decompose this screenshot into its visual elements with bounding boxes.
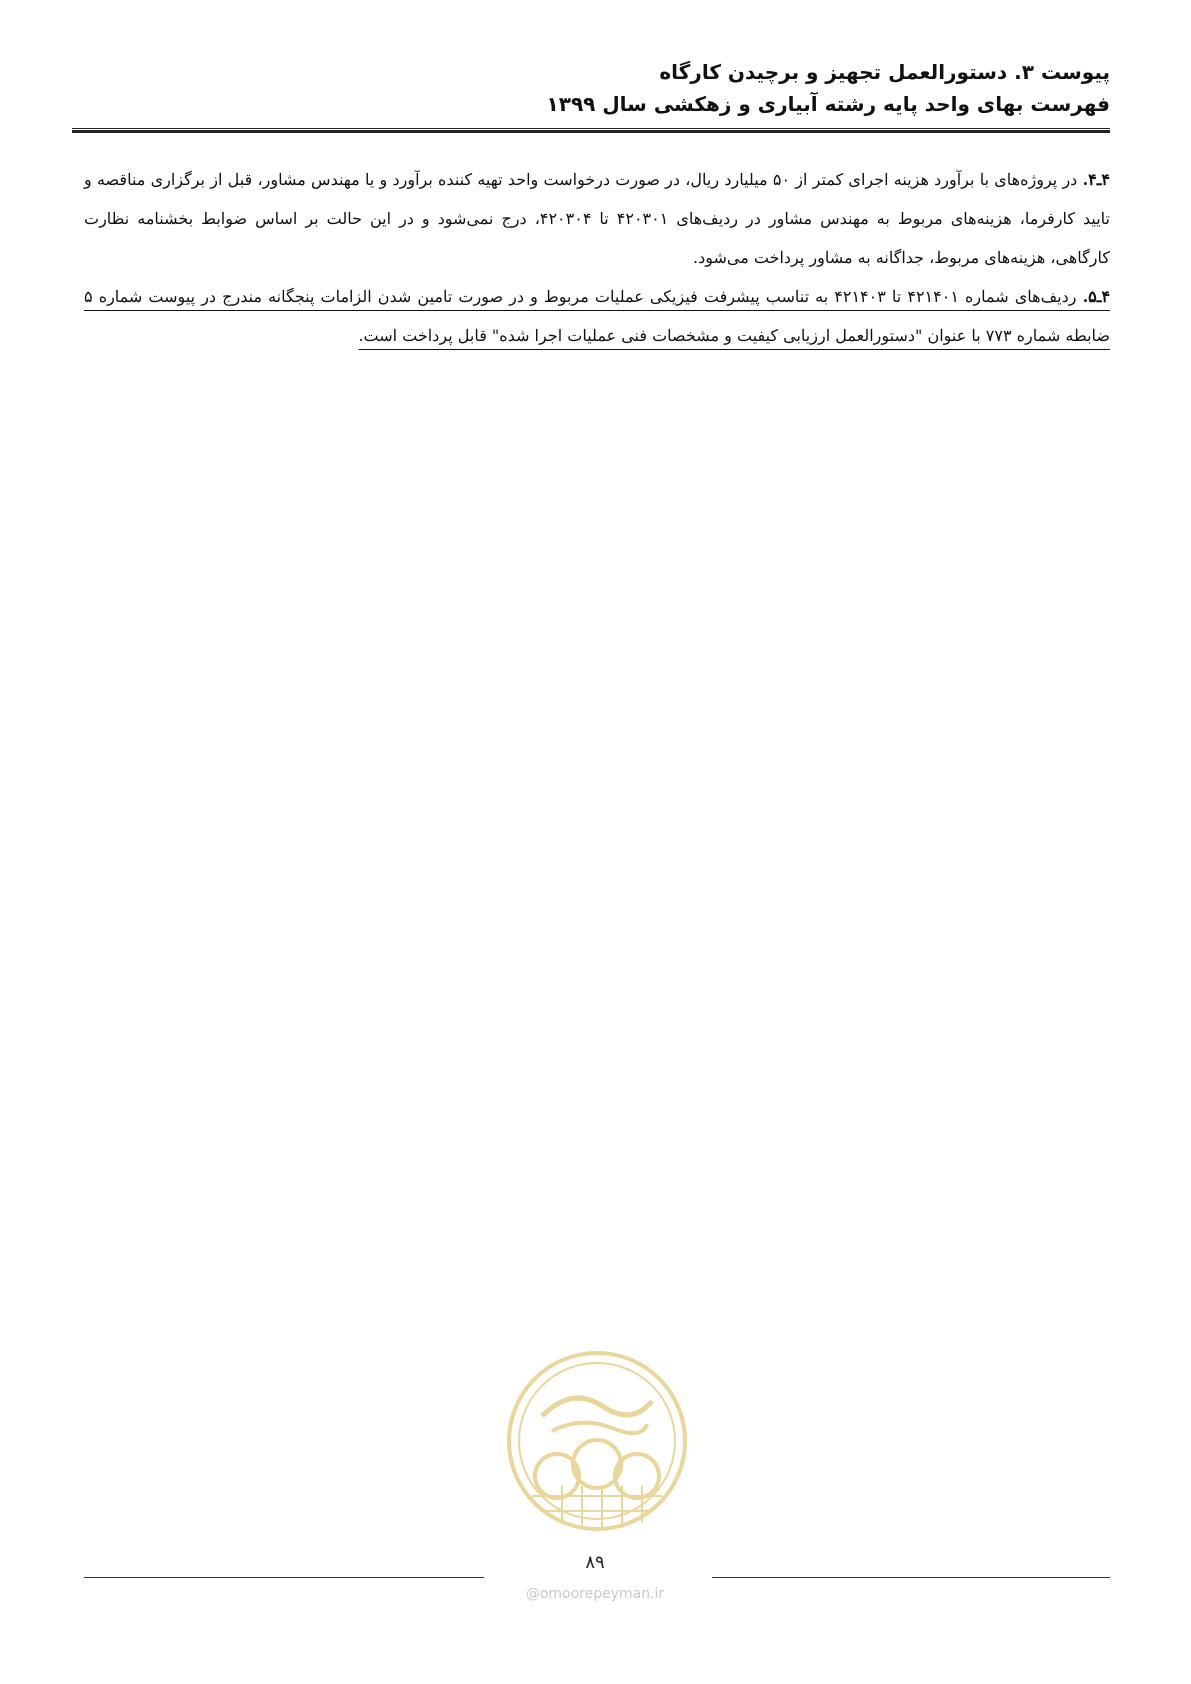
paragraph-number: ۴ـ۵. <box>1082 287 1111 306</box>
paragraph-4-5 <box>84 277 1110 355</box>
footer-rule-right <box>712 1577 1110 1578</box>
paragraph-text: در پروژه‌های با برآورد هزینه اجرای کمتر از ۵۰ میلیارد ریال، در صورت درخواست واحد تهیه کننده برآورد و یا مهندس مشاور، قبل از برگزاری مناقصه و تایید کارفرما، هزینه‌های مربوط به مهندس مشاور در ردیف‌های ۴۲۰۳۰۱ تا ۴۲۰۳۰۴، درج نمی‌شود و در این حالت بر اساس ضوابط بخشنامه نظارت کارگاهی، هزینه‌های مربوط، جداگانه به مشاور پرداخت می‌شود. <box>84 170 1111 267</box>
watermark-url: @omoorepeyman.ir <box>525 1586 665 1602</box>
watermark-logo-icon <box>502 1346 692 1536</box>
document-body <box>84 160 1110 355</box>
paragraph-text: ردیف‌های شماره ۴۲۱۴۰۱ تا ۴۲۱۴۰۳ به تناسب پیشرفت فیزیکی عملیات مربوط و در صورت تامین شدن الزامات پنجگانه مندرج در پیوست شماره ۵ ضابطه شماره ۷۷۳ با عنوان "دستورالعمل ارزیابی کیفیت و مشخصات فنی عملیات اجرا شده" قابل پرداخت است. <box>84 287 1110 345</box>
header-title: پیوست ۳. دستورالعمل تجهیز و برچیدن کارگاه <box>659 60 1110 84</box>
page-header <box>72 56 1110 120</box>
footer-rule-left <box>84 1577 484 1578</box>
paragraph-4-4 <box>84 160 1110 277</box>
paragraph-number: ۴ـ۴. <box>1082 170 1111 189</box>
page-number: ۸۹ <box>585 1552 605 1573</box>
header-subtitle: فهرست بهای واحد پایه رشته آبیاری و زهکشی سال ۱۳۹۹ <box>546 92 1110 116</box>
header-double-rule <box>72 128 1110 133</box>
